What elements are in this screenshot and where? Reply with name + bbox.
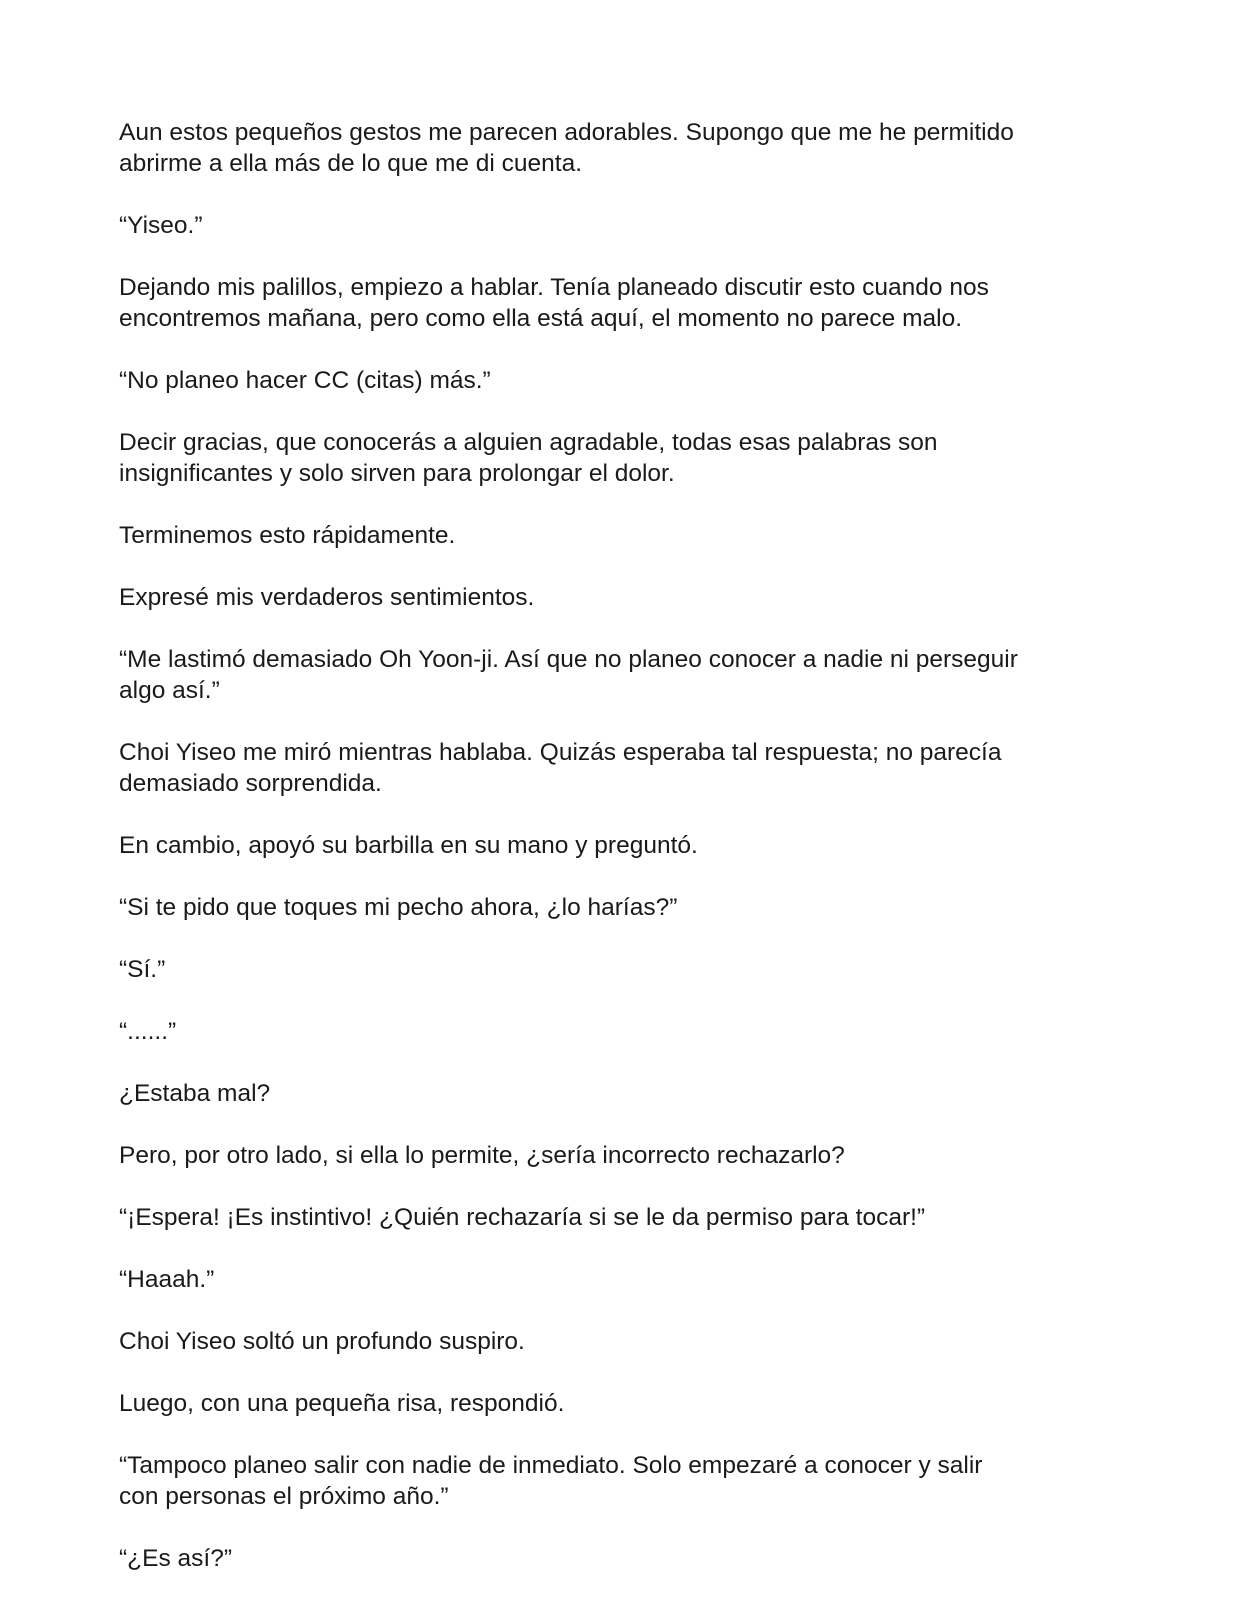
- paragraph: “¡Espera! ¡Es instintivo! ¿Quién rechazaría si se le da permiso para tocar!”: [119, 1204, 926, 1231]
- document-page: [119, 117, 1129, 1574]
- paragraph: Expresé mis verdaderos sentimientos.: [119, 584, 535, 611]
- paragraph: Dejando mis palillos, empiezo a hablar. Tenía planeado discutir esto cuando nos encontremos mañana, pero como ella está aquí, el momento no parece malo.: [119, 274, 989, 332]
- paragraph: “Sí.”: [119, 956, 166, 983]
- paragraph: Pero, por otro lado, si ella lo permite, ¿sería incorrecto rechazarlo?: [119, 1142, 845, 1169]
- paragraph: “Me lastimó demasiado Oh Yoon-ji. Así que no planeo conocer a nadie ni perseguir algo así.”: [119, 646, 1018, 704]
- paragraph: Decir gracias, que conocerás a alguien agradable, todas esas palabras son insignificantes y solo sirven para prolongar el dolor.: [119, 429, 938, 487]
- paragraph: Choi Yiseo soltó un profundo suspiro.: [119, 1328, 525, 1355]
- paragraph: “Haaah.”: [119, 1266, 215, 1293]
- paragraph: Aun estos pequeños gestos me parecen adorables. Supongo que me he permitido abrirme a ella más de lo que me di cuenta.: [119, 119, 1014, 177]
- paragraph: “No planeo hacer CC (citas) más.”: [119, 367, 491, 394]
- paragraph: En cambio, apoyó su barbilla en su mano y preguntó.: [119, 832, 698, 859]
- paragraph: “Si te pido que toques mi pecho ahora, ¿lo harías?”: [119, 894, 678, 921]
- paragraph: Luego, con una pequeña risa, respondió.: [119, 1390, 565, 1417]
- paragraph: ¿Estaba mal?: [119, 1080, 271, 1107]
- paragraph: “Tampoco planeo salir con nadie de inmediato. Solo empezaré a conocer y salir con personas el próximo año.”: [119, 1452, 983, 1510]
- paragraph: Terminemos esto rápidamente.: [119, 522, 456, 549]
- paragraph: “......”: [119, 1018, 177, 1045]
- paragraph: Choi Yiseo me miró mientras hablaba. Quizás esperaba tal respuesta; no parecía demasiado sorprendida.: [119, 739, 1002, 797]
- paragraph: “Yiseo.”: [119, 212, 203, 239]
- paragraph: “¿Es así?”: [119, 1545, 232, 1572]
